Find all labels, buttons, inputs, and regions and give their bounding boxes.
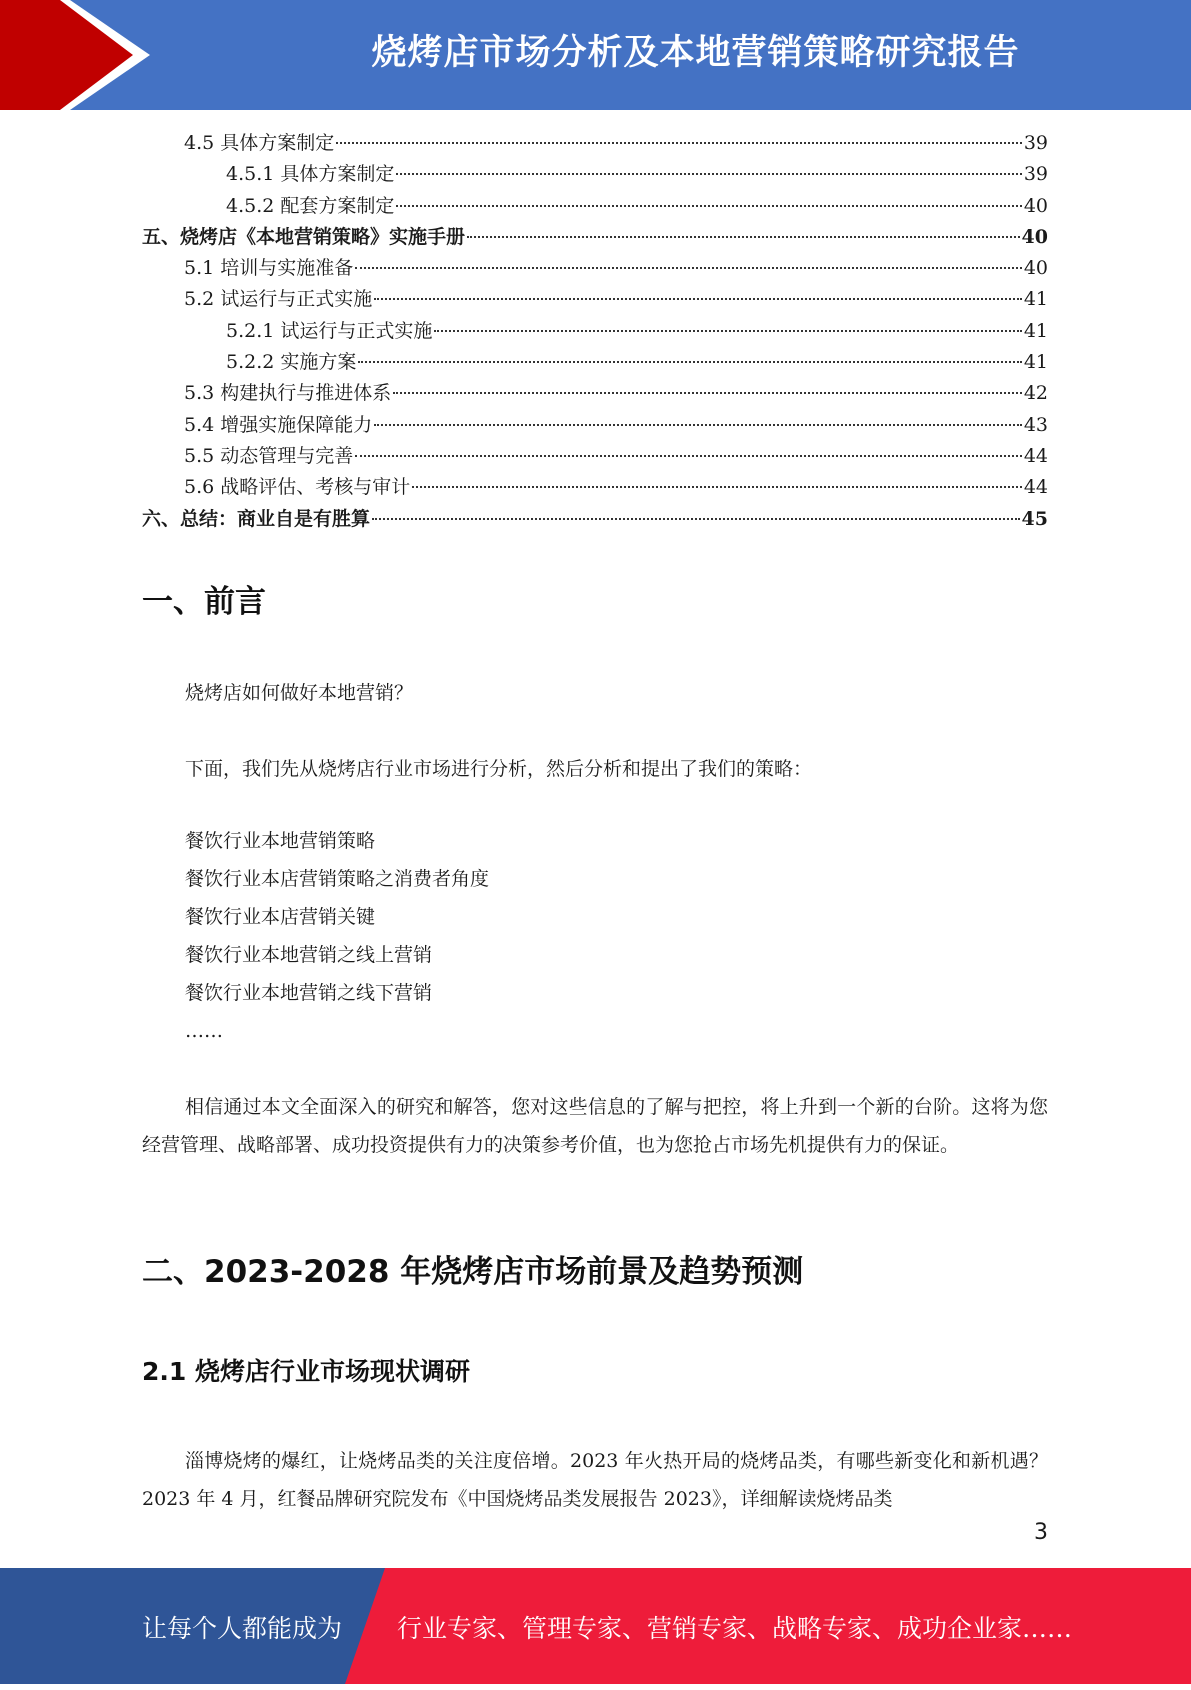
toc-dot-leader: [396, 173, 1021, 175]
page-header: [0, 0, 1191, 110]
toc-dot-leader: [374, 424, 1022, 426]
toc-dot-leader: [355, 455, 1022, 457]
toc-entry-label: 4.5 具体方案制定: [184, 132, 335, 154]
toc-entry-page: 41: [1023, 319, 1048, 342]
page-footer: [0, 1568, 1191, 1684]
toc-dot-leader: [358, 361, 1021, 363]
preface-conclusion: 相信通过本文全面深入的研究和解答，您对这些信息的了解与把控，将上升到一个新的台阶。这将为您经营管理、战略部署、成功投资提供有力的决策参考价值，也为您抢占市场先机提供有力的保证。: [142, 1096, 1048, 1156]
list-item: 餐饮行业本地营销策略: [185, 830, 376, 852]
subsection-heading-status: 2.1 烧烤店行业市场现状调研: [142, 1357, 470, 1386]
preface-question: 烧烤店如何做好本地营销？: [185, 682, 414, 704]
toc-entry[interactable]: [142, 472, 1048, 503]
toc-entry-label: 4.5.2 配套方案制定: [226, 194, 395, 217]
toc-dot-leader: [374, 298, 1022, 300]
preface-list: [185, 826, 489, 1054]
toc-entry-label: 5.2 试运行与正式实施: [184, 288, 373, 311]
toc-entry-page: 42: [1023, 382, 1048, 405]
toc-entry-page: 39: [1023, 132, 1048, 154]
toc-entry-page: 41: [1023, 351, 1048, 374]
toc-entry-label: 5.5 动态管理与完善: [184, 444, 354, 467]
list-item: 餐饮行业本地营销之线下营销: [185, 982, 433, 1004]
toc-entry-page: 43: [1023, 413, 1048, 436]
toc-entry-page: 44: [1023, 476, 1048, 499]
page-number: 3: [1034, 1520, 1048, 1545]
toc-entry[interactable]: [142, 284, 1048, 315]
table-of-contents: [142, 128, 1048, 535]
section-heading-preface: 一、前言: [142, 584, 266, 620]
toc-entry-page: 44: [1023, 444, 1048, 467]
toc-entry-label: 5.2.2 实施方案: [226, 351, 357, 374]
toc-dot-leader: [396, 205, 1021, 207]
preface-intro: 下面，我们先从烧烤店行业市场进行分析，然后分析和提出了我们的策略：: [185, 758, 813, 780]
toc-entry[interactable]: [142, 253, 1048, 284]
footer-slogan-left: 让每个人都能成为: [142, 1614, 343, 1643]
toc-dot-leader: [355, 267, 1022, 269]
toc-entry[interactable]: [142, 441, 1048, 472]
toc-entry-label: 4.5.1 具体方案制定: [226, 163, 395, 186]
toc-dot-leader: [434, 330, 1021, 332]
toc-dot-leader: [372, 518, 1020, 520]
toc-entry-label: 5.3 构建执行与推进体系: [184, 382, 392, 405]
toc-entry-page: 40: [1023, 257, 1048, 280]
section-heading-forecast: 二、2023-2028 年烧烤店市场前景及趋势预测: [142, 1254, 804, 1290]
status-paragraph: 淄博烧烤的爆红，让烧烤品类的关注度倍增。2023 年火热开局的烧烤品类，有哪些新变化和新机遇？2023 年 4 月，红餐品牌研究院发布《中国烧烤品类发展报告 2023》，详细解读烧烤品类: [142, 1450, 1048, 1510]
header-arrow-decoration: [0, 0, 200, 110]
toc-entry[interactable]: [142, 128, 1048, 159]
toc-entry[interactable]: [142, 191, 1048, 222]
list-item: 餐饮行业本地营销之线上营销: [185, 944, 433, 966]
footer-slogan-right: 行业专家、管理专家、营销专家、战略专家、成功企业家……: [397, 1614, 1073, 1643]
toc-entry[interactable]: [142, 316, 1048, 347]
list-item: ……: [185, 1020, 223, 1042]
toc-entry[interactable]: [142, 504, 1048, 535]
toc-entry-page: 41: [1023, 288, 1048, 311]
toc-entry-page: 40: [1023, 194, 1048, 217]
toc-entry[interactable]: [142, 410, 1048, 441]
toc-entry-page: 40: [1021, 225, 1048, 248]
list-item: 餐饮行业本店营销关键: [185, 906, 376, 928]
toc-entry-label: 六、总结：商业自是有胜算: [142, 507, 371, 530]
toc-entry-page: 45: [1021, 507, 1048, 530]
toc-dot-leader: [393, 392, 1022, 394]
toc-entry-page: 39: [1023, 163, 1048, 186]
toc-entry[interactable]: [142, 347, 1048, 378]
toc-entry[interactable]: [142, 159, 1048, 190]
toc-dot-leader: [336, 142, 1022, 144]
header-title: 烧烤店市场分析及本地营销策略研究报告: [371, 33, 1020, 73]
toc-dot-leader: [467, 236, 1020, 238]
toc-entry-label: 五、烧烤店《本地营销策略》实施手册: [142, 225, 466, 248]
list-item: 餐饮行业本店营销策略之消费者角度: [185, 868, 490, 890]
toc-entry[interactable]: [142, 378, 1048, 409]
toc-entry[interactable]: [142, 222, 1048, 253]
toc-entry-label: 5.1 培训与实施准备: [184, 257, 354, 280]
toc-entry-label: 5.6 战略评估、考核与审计: [184, 476, 411, 499]
toc-dot-leader: [412, 486, 1022, 488]
toc-entry-label: 5.4 增强实施保障能力: [184, 413, 373, 436]
toc-entry-label: 5.2.1 试运行与正式实施: [226, 319, 433, 342]
